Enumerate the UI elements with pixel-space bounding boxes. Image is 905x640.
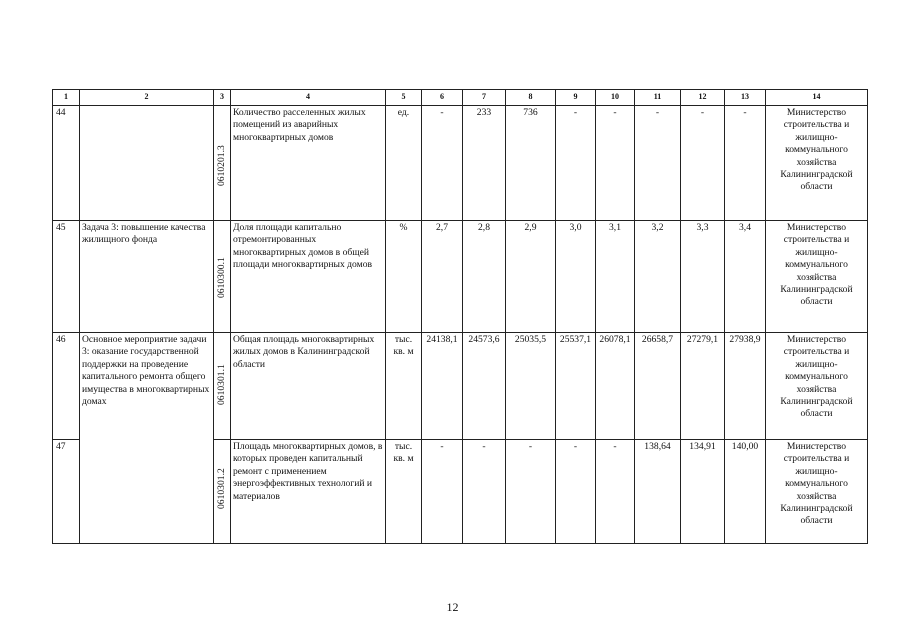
task-cell — [80, 106, 214, 221]
row-number: 46 — [53, 333, 80, 440]
value-cell: 736 — [506, 106, 556, 221]
header-cell: 9 — [556, 90, 596, 106]
value-cell: 138,64 — [635, 440, 681, 544]
header-cell: 7 — [463, 90, 506, 106]
header-row — [53, 90, 868, 106]
value-cell: - — [463, 440, 506, 544]
value-cell: 2,7 — [422, 221, 463, 333]
indicator-code: 0610301.2 — [215, 467, 227, 509]
value-cell: 3,1 — [596, 221, 635, 333]
value-cell: - — [556, 106, 596, 221]
indicator-name: Доля площади капитально отремонтированных многоквартирных домов в общей площади многоквартирных домов — [231, 221, 386, 333]
table-row — [53, 333, 868, 440]
value-cell: 24573,6 — [463, 333, 506, 440]
header-cell: 13 — [725, 90, 766, 106]
unit-cell: % — [386, 221, 422, 333]
page-number: 12 — [446, 600, 459, 614]
header-cell: 6 — [422, 90, 463, 106]
value-cell: 3,3 — [681, 221, 725, 333]
value-cell: - — [681, 106, 725, 221]
responsible-ministry: Министерство строительства и жилищно-коммунального хозяйства Калининградской области — [766, 333, 868, 440]
header-cell: 4 — [231, 90, 386, 106]
unit-cell: тыс. кв. м — [386, 440, 422, 544]
value-cell: 134,91 — [681, 440, 725, 544]
value-cell: - — [635, 106, 681, 221]
table-row — [53, 221, 868, 333]
header-cell: 1 — [53, 90, 80, 106]
value-cell: 25537,1 — [556, 333, 596, 440]
header-cell: 11 — [635, 90, 681, 106]
value-cell: 140,00 — [725, 440, 766, 544]
value-cell: 26078,1 — [596, 333, 635, 440]
indicators-table — [52, 89, 868, 544]
indicator-name: Площадь многоквартирных домов, в которых проведен капитальный ремонт с применением энергоэффективных технологий и материалов — [231, 440, 386, 544]
header-cell: 10 — [596, 90, 635, 106]
header-cell: 2 — [80, 90, 214, 106]
value-cell: 27279,1 — [681, 333, 725, 440]
indicator-code: 0610300.1 — [215, 256, 227, 298]
value-cell: 2,8 — [463, 221, 506, 333]
table-row — [53, 106, 868, 221]
value-cell: 3,2 — [635, 221, 681, 333]
value-cell: - — [596, 440, 635, 544]
indicator-code: 0610201.3 — [215, 144, 227, 186]
indicator-name: Общая площадь многоквартирных жилых домов в Калининградской области — [231, 333, 386, 440]
responsible-ministry: Министерство строительства и жилищно-коммунального хозяйства Калининградской области — [766, 440, 868, 544]
value-cell: 233 — [463, 106, 506, 221]
header-cell: 3 — [214, 90, 231, 106]
responsible-ministry: Министерство строительства и жилищно-коммунального хозяйства Калининградской области — [766, 106, 868, 221]
value-cell: - — [422, 106, 463, 221]
header-cell: 14 — [766, 90, 868, 106]
value-cell: 3,4 — [725, 221, 766, 333]
value-cell: - — [422, 440, 463, 544]
task-cell: Основное мероприятие задачи 3: оказание государственной поддержки на проведение капитального ремонта общего имущества в многоквартирных домах — [80, 333, 214, 544]
responsible-ministry: Министерство строительства и жилищно-коммунального хозяйства Калининградской области — [766, 221, 868, 333]
row-number: 47 — [53, 440, 80, 544]
unit-cell: тыс. кв. м — [386, 333, 422, 440]
header-cell: 12 — [681, 90, 725, 106]
value-cell: 27938,9 — [725, 333, 766, 440]
value-cell: 24138,1 — [422, 333, 463, 440]
unit-cell: ед. — [386, 106, 422, 221]
indicator-name: Количество расселенных жилых помещений из аварийных многоквартирных домов — [231, 106, 386, 221]
value-cell: 26658,7 — [635, 333, 681, 440]
value-cell: 2,9 — [506, 221, 556, 333]
row-number: 45 — [53, 221, 80, 333]
value-cell: 3,0 — [556, 221, 596, 333]
task-cell: Задача 3: повышение качества жилищного фонда — [80, 221, 214, 333]
row-number: 44 — [53, 106, 80, 221]
value-cell: - — [596, 106, 635, 221]
header-cell: 5 — [386, 90, 422, 106]
indicator-code: 0610301.1 — [215, 363, 227, 405]
value-cell: - — [725, 106, 766, 221]
value-cell: - — [506, 440, 556, 544]
value-cell: 25035,5 — [506, 333, 556, 440]
header-cell: 8 — [506, 90, 556, 106]
value-cell: - — [556, 440, 596, 544]
